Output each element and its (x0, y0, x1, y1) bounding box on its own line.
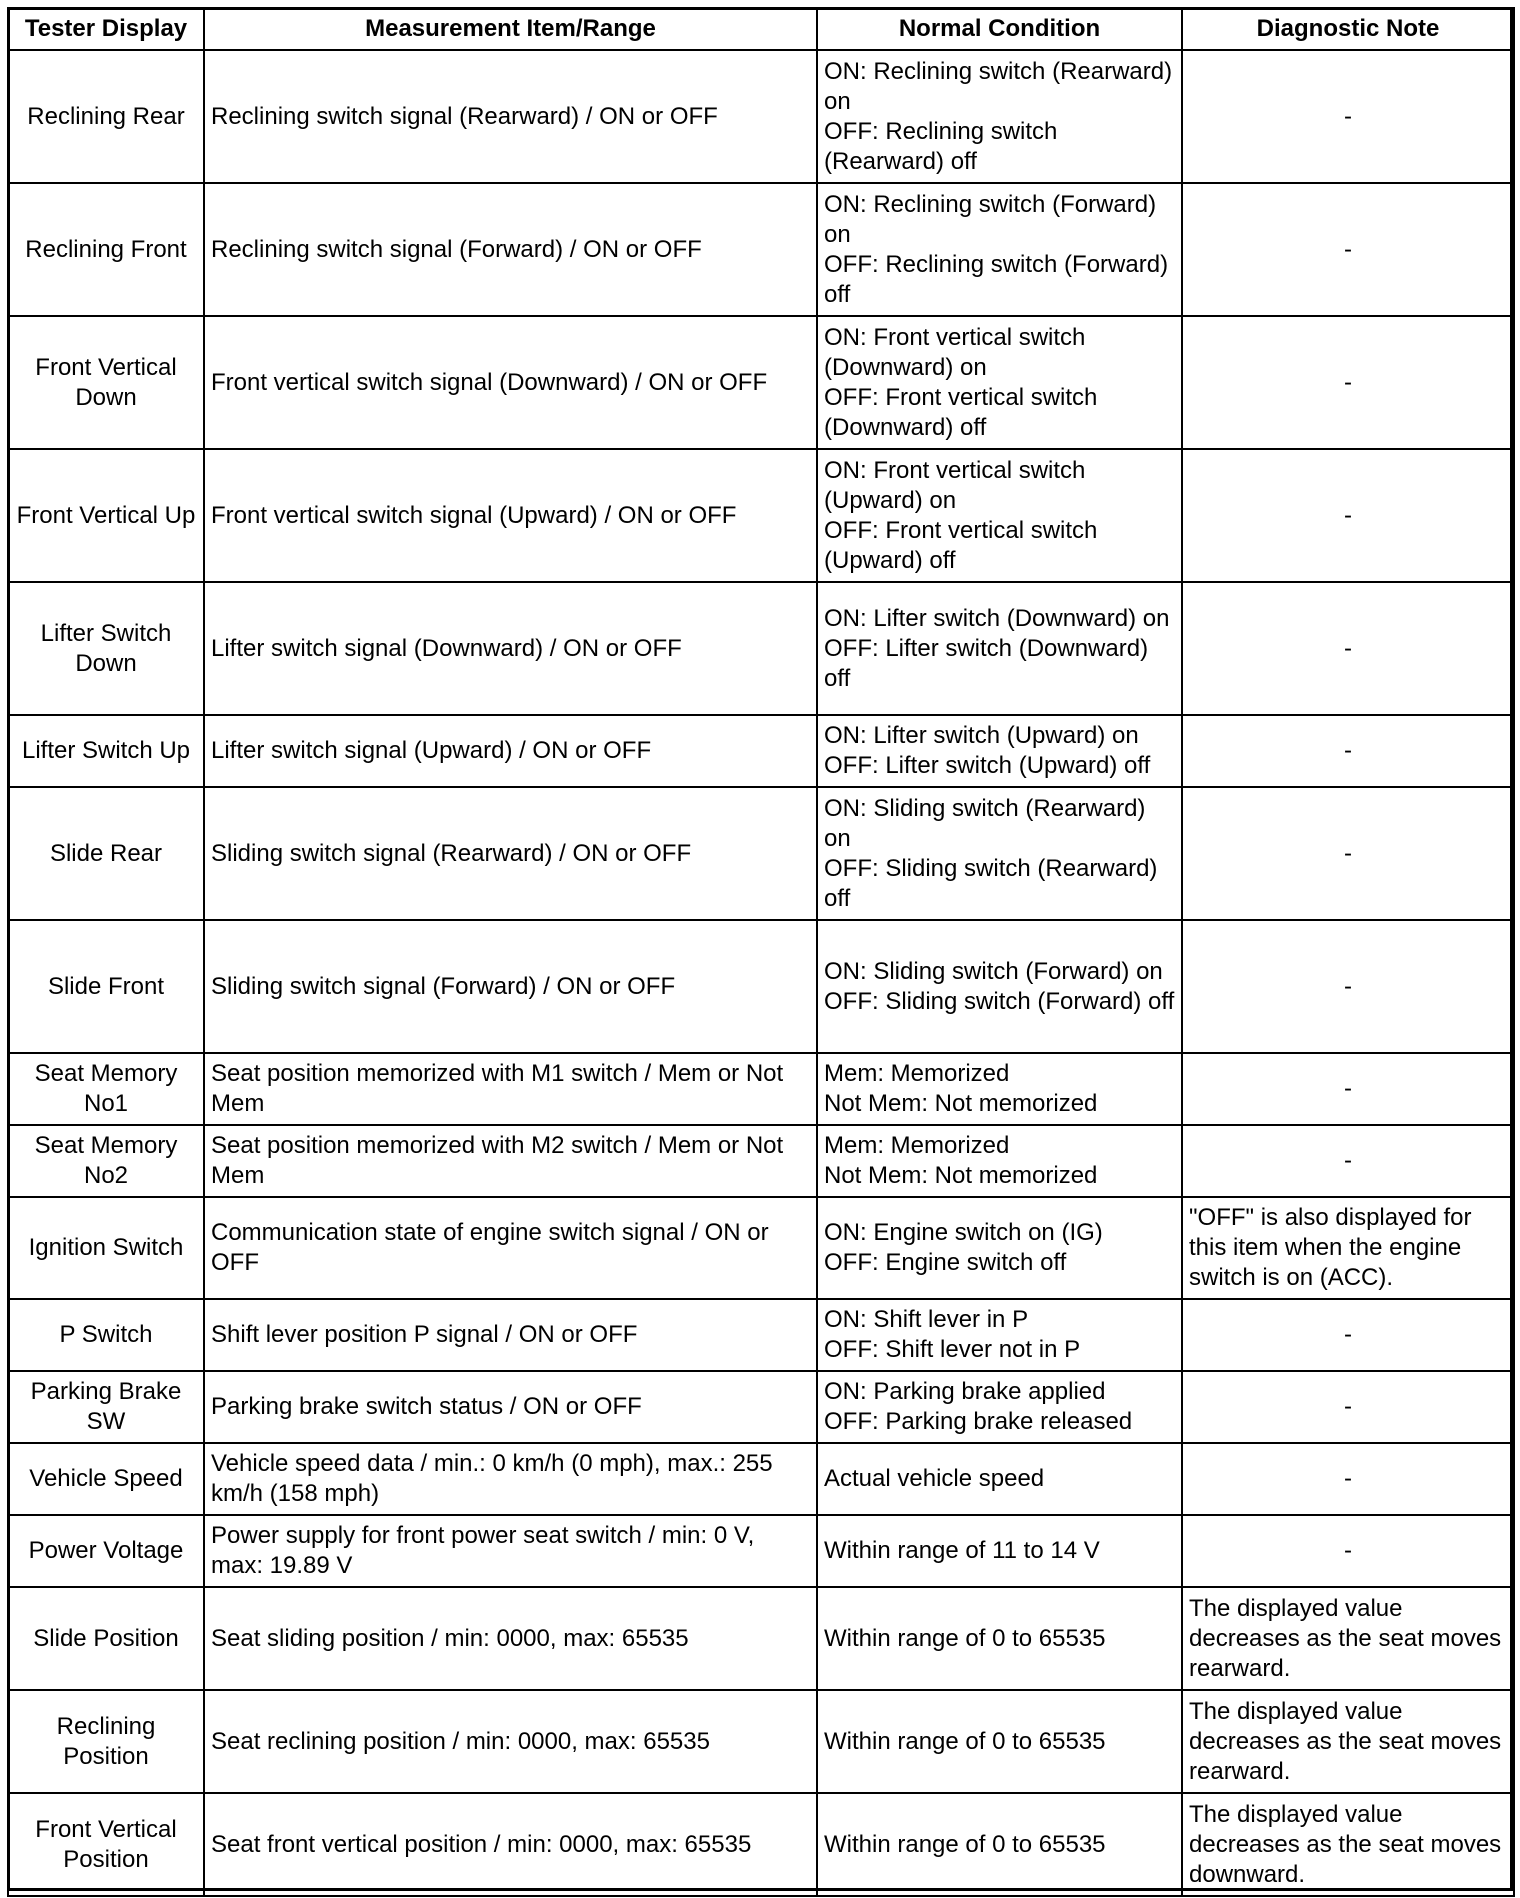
cell-diagnostic-note: - (1182, 715, 1514, 787)
cell-normal-condition (817, 449, 1182, 582)
cell-tester-display: Ignition Switch (8, 1197, 204, 1299)
cell-diagnostic-note: - (1182, 1125, 1514, 1197)
cell-tester-display: Seat Memory No2 (8, 1125, 204, 1197)
cell-measurement-item: Reclining switch signal (Rearward) / ON or OFF (204, 50, 817, 183)
cell-diagnostic-note: - (1182, 1053, 1514, 1125)
table-row (8, 582, 1514, 715)
cell-diagnostic-note: - (1182, 50, 1514, 183)
normal-condition-line: Within range of 0 to 65535 (824, 1727, 1106, 1755)
normal-condition-line: ON: Parking brake applied (824, 1378, 1106, 1405)
table-row (8, 1443, 1514, 1515)
cell-tester-display: Front Vertical Up (8, 449, 204, 582)
cell-normal-condition (817, 316, 1182, 449)
normal-condition-line: OFF: Reclining switch (Forward) off (824, 250, 1169, 308)
cell-diagnostic-note: The displayed value decreases as the seat moves rearward. (1182, 1690, 1514, 1793)
table-row (8, 1197, 1514, 1299)
cell-tester-display: Front Vertical Position (8, 1793, 204, 1896)
normal-condition-line: Within range of 0 to 65535 (824, 1830, 1106, 1858)
normal-condition-line: ON: Shift lever in P (824, 1306, 1029, 1333)
data-list-table (7, 7, 1515, 1897)
cell-measurement-item: Front vertical switch signal (Upward) / ON or OFF (204, 449, 817, 582)
data-list-table-sheet (7, 7, 1513, 1891)
cell-normal-condition (817, 582, 1182, 715)
cell-measurement-item: Reclining switch signal (Forward) / ON or OFF (204, 183, 817, 316)
cell-tester-display: Reclining Position (8, 1690, 204, 1793)
header-diagnostic-note: Diagnostic Note (1182, 8, 1514, 50)
cell-diagnostic-note: - (1182, 1515, 1514, 1587)
normal-condition-line: ON: Front vertical switch (Downward) on (824, 323, 1086, 381)
normal-condition-line: Within range of 11 to 14 V (824, 1537, 1100, 1564)
cell-normal-condition (817, 1197, 1182, 1299)
cell-tester-display: Slide Front (8, 920, 204, 1053)
cell-measurement-item: Seat sliding position / min: 0000, max: 65535 (204, 1587, 817, 1690)
cell-tester-display: Reclining Rear (8, 50, 204, 183)
normal-condition-line: Mem: Memorized (824, 1132, 1010, 1159)
normal-condition-line: OFF: Sliding switch (Forward) off (824, 987, 1175, 1015)
cell-normal-condition (817, 1053, 1182, 1125)
normal-condition-line: OFF: Front vertical switch (Downward) off (824, 383, 1098, 441)
normal-condition-line: ON: Reclining switch (Rearward) on (824, 57, 1173, 115)
cell-measurement-item: Shift lever position P signal / ON or OFF (204, 1299, 817, 1371)
cell-normal-condition (817, 1793, 1182, 1896)
cell-measurement-item: Seat reclining position / min: 0000, max: 65535 (204, 1690, 817, 1793)
cell-normal-condition (817, 1299, 1182, 1371)
normal-condition-line: ON: Front vertical switch (Upward) on (824, 456, 1086, 514)
normal-condition-line: Not Mem: Not memorized (824, 1090, 1098, 1117)
normal-condition-line: ON: Engine switch on (IG) (824, 1219, 1103, 1246)
cell-diagnostic-note: - (1182, 449, 1514, 582)
normal-condition-line: ON: Reclining switch (Forward) on (824, 190, 1157, 248)
table-row (8, 1515, 1514, 1587)
cell-diagnostic-note: - (1182, 1371, 1514, 1443)
table-row (8, 1125, 1514, 1197)
header-normal-condition: Normal Condition (817, 8, 1182, 50)
cell-tester-display: Slide Position (8, 1587, 204, 1690)
normal-condition-line: ON: Sliding switch (Forward) on (824, 957, 1163, 985)
cell-tester-display: Power Voltage (8, 1515, 204, 1587)
cell-measurement-item: Sliding switch signal (Rearward) / ON or OFF (204, 787, 817, 920)
normal-condition-line: ON: Sliding switch (Rearward) on (824, 794, 1146, 852)
cell-diagnostic-note: "OFF" is also displayed for this item when the engine switch is on (ACC). (1182, 1197, 1514, 1299)
normal-condition-line: OFF: Front vertical switch (Upward) off (824, 516, 1098, 574)
table-row (8, 1299, 1514, 1371)
normal-condition-line: ON: Lifter switch (Upward) on (824, 722, 1139, 749)
cell-measurement-item: Seat position memorized with M1 switch / Mem or Not Mem (204, 1053, 817, 1125)
cell-normal-condition (817, 183, 1182, 316)
cell-normal-condition (817, 920, 1182, 1053)
cell-measurement-item: Lifter switch signal (Downward) / ON or OFF (204, 582, 817, 715)
normal-condition-line: OFF: Lifter switch (Downward) off (824, 634, 1149, 692)
cell-tester-display: Slide Rear (8, 787, 204, 920)
normal-condition-line: Within range of 0 to 65535 (824, 1624, 1106, 1652)
cell-diagnostic-note: The displayed value decreases as the seat moves rearward. (1182, 1587, 1514, 1690)
cell-diagnostic-note: - (1182, 316, 1514, 449)
cell-diagnostic-note: - (1182, 582, 1514, 715)
normal-condition-line: OFF: Reclining switch (Rearward) off (824, 117, 1058, 175)
cell-normal-condition (817, 1515, 1182, 1587)
cell-measurement-item: Communication state of engine switch signal / ON or OFF (204, 1197, 817, 1299)
normal-condition-line: OFF: Sliding switch (Rearward) off (824, 854, 1158, 912)
cell-measurement-item: Vehicle speed data / min.: 0 km/h (0 mph), max.: 255 km/h (158 mph) (204, 1443, 817, 1515)
table-row (8, 316, 1514, 449)
cell-measurement-item: Sliding switch signal (Forward) / ON or OFF (204, 920, 817, 1053)
cell-normal-condition (817, 1587, 1182, 1690)
cell-normal-condition (817, 1371, 1182, 1443)
table-row (8, 1690, 1514, 1793)
normal-condition-line: OFF: Parking brake released (824, 1408, 1133, 1435)
cell-measurement-item: Seat position memorized with M2 switch / Mem or Not Mem (204, 1125, 817, 1197)
table-body (8, 50, 1514, 1896)
cell-diagnostic-note: The displayed value decreases as the seat moves downward. (1182, 1793, 1514, 1896)
normal-condition-line: OFF: Lifter switch (Upward) off (824, 752, 1151, 779)
cell-normal-condition (817, 50, 1182, 183)
normal-condition-line: OFF: Engine switch off (824, 1249, 1067, 1276)
table-row (8, 449, 1514, 582)
table-header-row (8, 8, 1514, 50)
cell-normal-condition (817, 1125, 1182, 1197)
table-row (8, 50, 1514, 183)
cell-measurement-item: Parking brake switch status / ON or OFF (204, 1371, 817, 1443)
cell-measurement-item: Lifter switch signal (Upward) / ON or OFF (204, 715, 817, 787)
table-row (8, 1587, 1514, 1690)
cell-tester-display: P Switch (8, 1299, 204, 1371)
cell-tester-display: Front Vertical Down (8, 316, 204, 449)
cell-normal-condition (817, 1443, 1182, 1515)
table-row (8, 1053, 1514, 1125)
table-row (8, 1793, 1514, 1896)
header-tester-display: Tester Display (8, 8, 204, 50)
cell-normal-condition (817, 715, 1182, 787)
cell-tester-display: Vehicle Speed (8, 1443, 204, 1515)
cell-tester-display: Reclining Front (8, 183, 204, 316)
table-row (8, 715, 1514, 787)
table-row (8, 1371, 1514, 1443)
normal-condition-line: Actual vehicle speed (824, 1465, 1045, 1492)
normal-condition-line: OFF: Shift lever not in P (824, 1336, 1081, 1363)
normal-condition-line: Not Mem: Not memorized (824, 1162, 1098, 1189)
table-row (8, 183, 1514, 316)
cell-diagnostic-note: - (1182, 787, 1514, 920)
cell-diagnostic-note: - (1182, 1443, 1514, 1515)
cell-normal-condition (817, 1690, 1182, 1793)
cell-tester-display: Parking Brake SW (8, 1371, 204, 1443)
cell-tester-display: Seat Memory No1 (8, 1053, 204, 1125)
header-measurement-item: Measurement Item/Range (204, 8, 817, 50)
cell-normal-condition (817, 787, 1182, 920)
normal-condition-line: Mem: Memorized (824, 1060, 1010, 1087)
cell-diagnostic-note: - (1182, 1299, 1514, 1371)
cell-tester-display: Lifter Switch Up (8, 715, 204, 787)
cell-measurement-item: Seat front vertical position / min: 0000, max: 65535 (204, 1793, 817, 1896)
cell-measurement-item: Front vertical switch signal (Downward) / ON or OFF (204, 316, 817, 449)
table-row (8, 920, 1514, 1053)
cell-tester-display: Lifter Switch Down (8, 582, 204, 715)
cell-diagnostic-note: - (1182, 183, 1514, 316)
cell-measurement-item: Power supply for front power seat switch / min: 0 V, max: 19.89 V (204, 1515, 817, 1587)
normal-condition-line: ON: Lifter switch (Downward) on (824, 604, 1170, 632)
cell-diagnostic-note: - (1182, 920, 1514, 1053)
table-row (8, 787, 1514, 920)
